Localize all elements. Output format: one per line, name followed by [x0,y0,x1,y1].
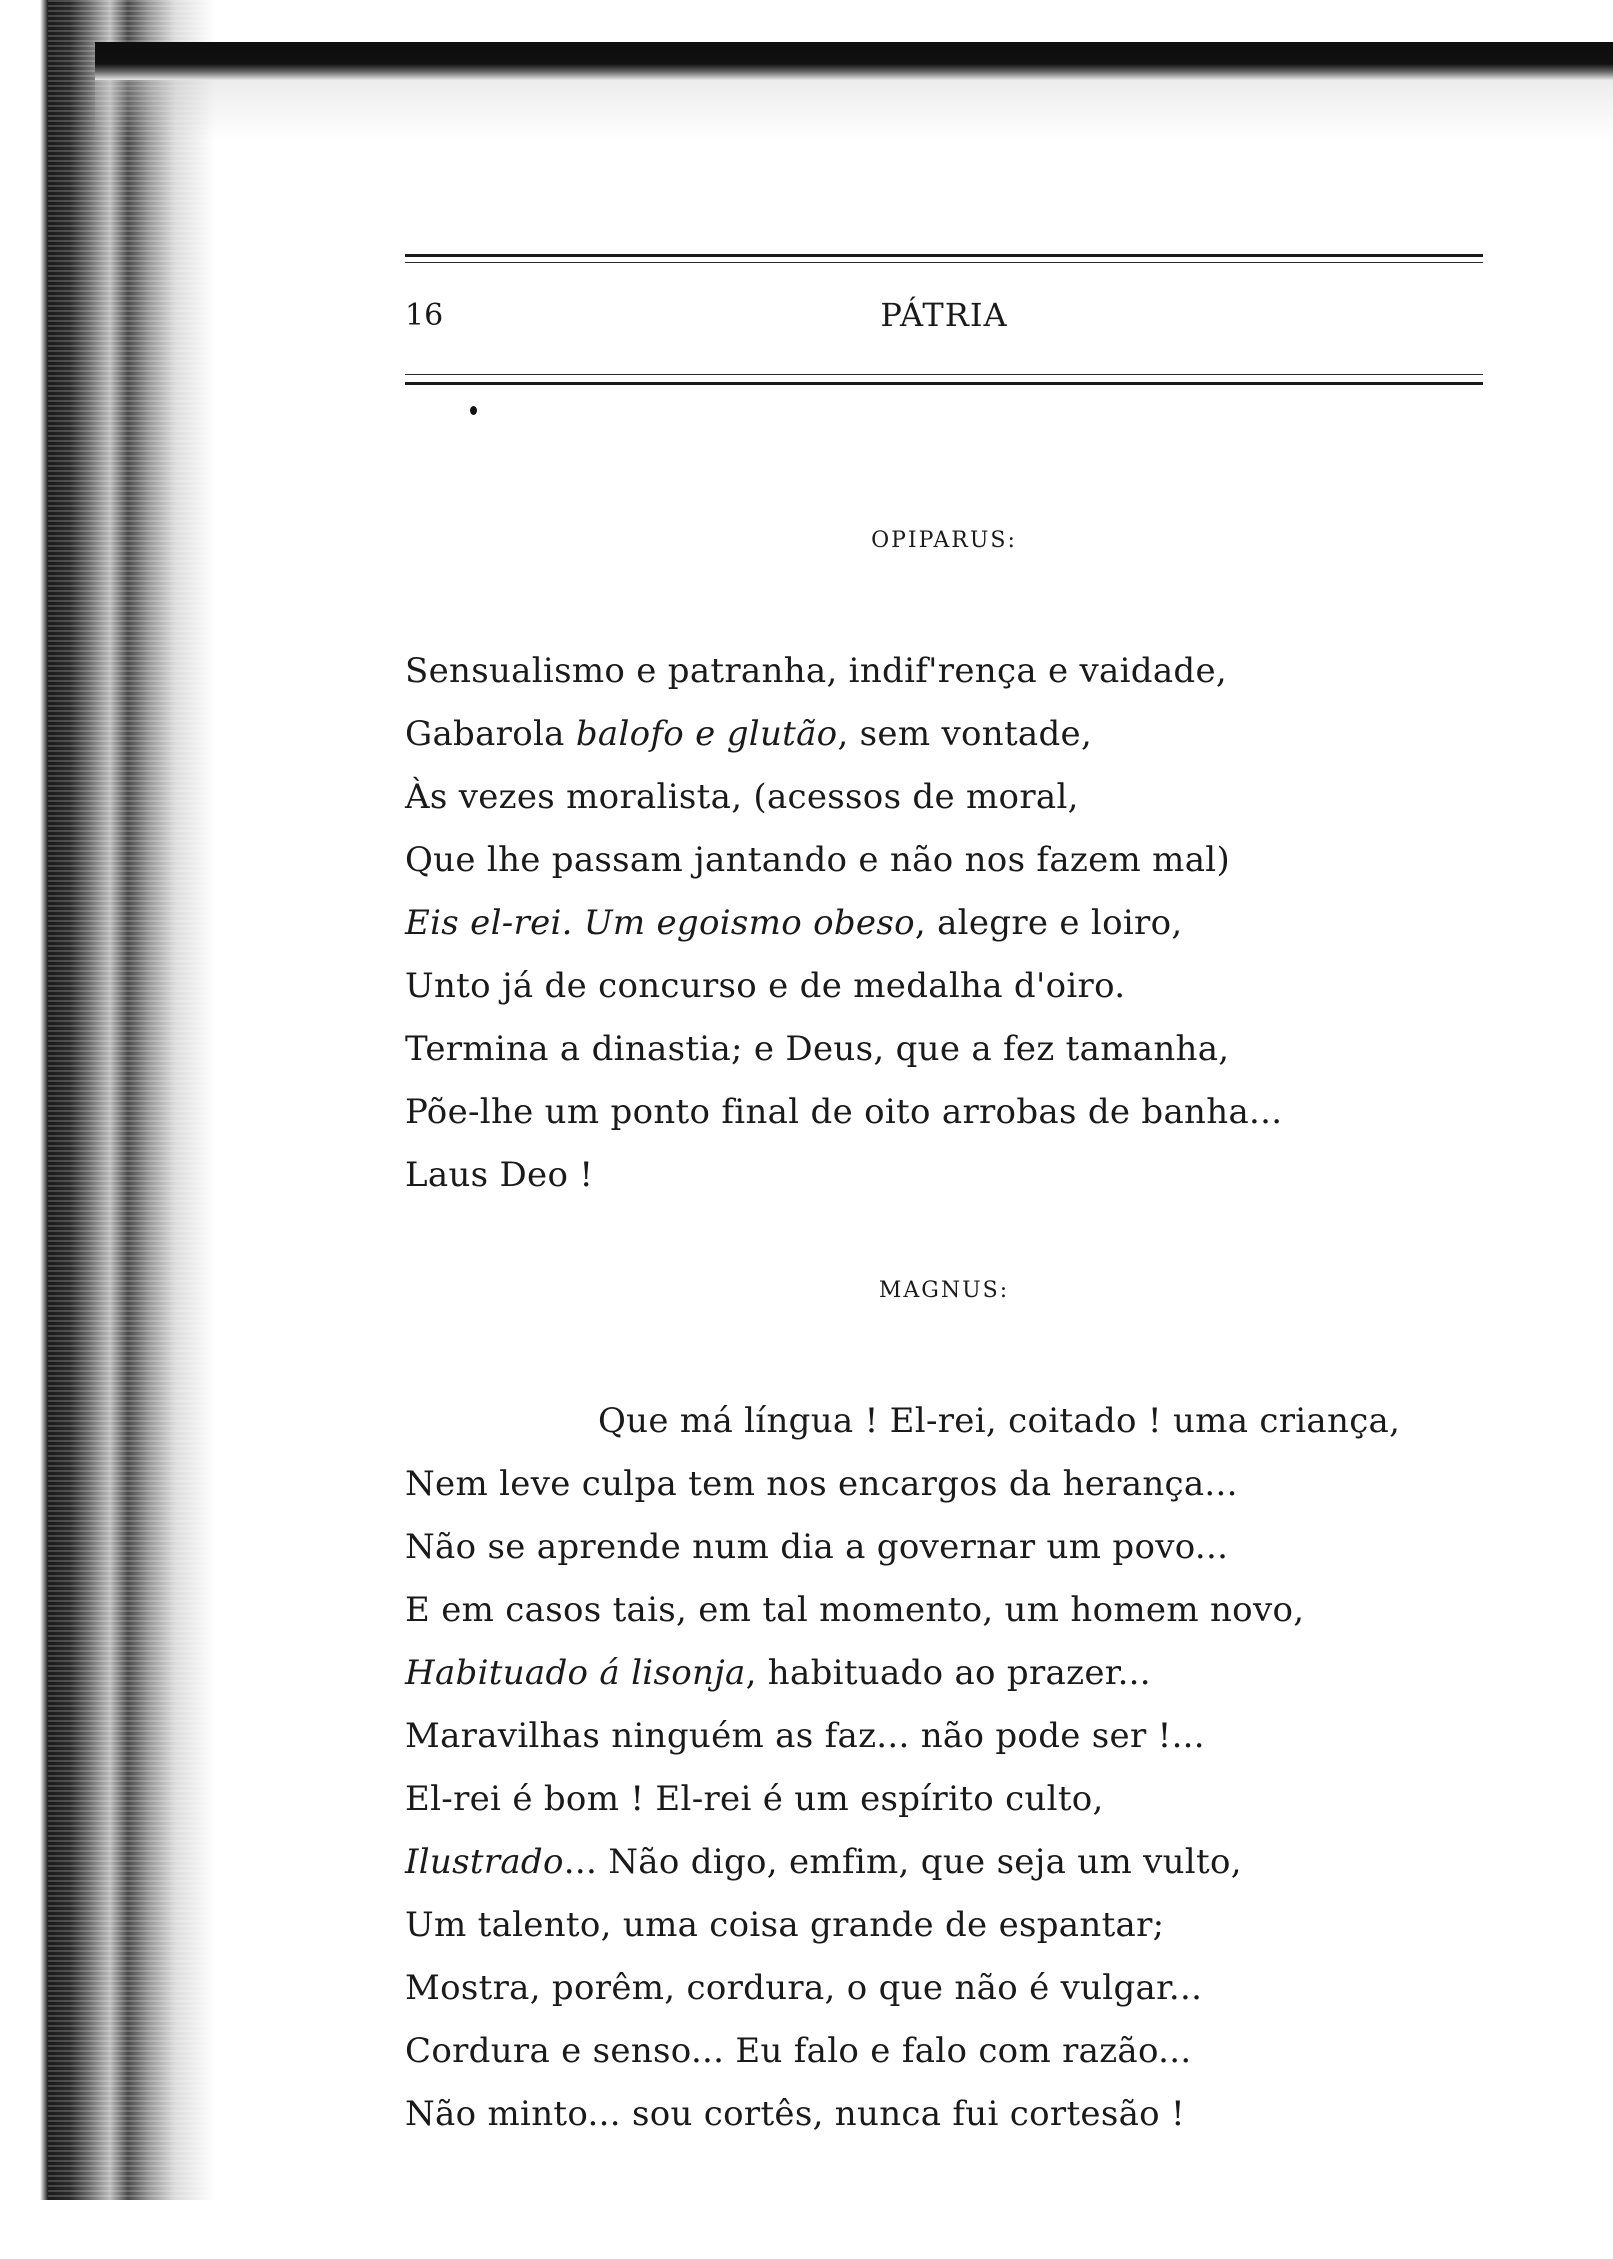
header-rule-bottom [405,382,1483,385]
verse-text: , sem vontade, [837,714,1093,754]
verse-line: Às vezes moralista, (acessos de moral, [405,777,1079,817]
verse-italic-text: Eis el-rei. Um egoismo obeso [405,903,915,943]
verse-line: Cordura e senso... Eu falo e falo com razão... [405,2031,1192,2071]
scan-top-edge [95,42,1613,80]
verse-line: Nem leve culpa tem nos encargos da herança... [405,1464,1238,1504]
verse-text: Gabarola [405,714,576,754]
verse-italic-text: balofo e glutão [575,714,838,754]
verse-line: Maravilhas ninguém as faz... não pode ser !... [405,1716,1205,1756]
verse-line: Põe-lhe um ponto final de oito arrobas de banha... [405,1092,1283,1132]
verse-line: Não minto... sou cortês, nunca fui cortesão ! [405,2094,1185,2134]
speaker-name: OPIPARUS: [871,528,1017,553]
verse-stanza-opiparus [405,640,1282,1207]
verse-italic-text: Habituado á lisonja [405,1653,746,1693]
verse-italic-text: Ilustrado [405,1842,564,1882]
verse-line [405,892,1282,955]
verse-stanza-magnus [405,1390,1400,2146]
header-rule-bottom-thin [405,374,1483,375]
verse-line: Que lhe passam jantando e não nos fazem mal) [405,840,1231,880]
verse-text: , alegre e loiro, [914,903,1183,943]
verse-line: El-rei é bom ! El-rei é um espírito culto, [405,1779,1104,1819]
header-rule-top [405,254,1483,257]
verse-line: Unto já de concurso e de medalha d'oiro. [405,966,1126,1006]
verse-text: , habituado ao prazer... [745,1653,1151,1693]
running-title: PÁTRIA [880,296,1008,334]
speaker-name: MAGNUS: [878,1278,1010,1303]
verse-line: Que má língua ! El-rei, coitado ! uma criança, [598,1401,1401,1441]
verse-line [405,1642,1400,1705]
verse-line: Laus Deo ! [405,1155,594,1195]
verse-line [405,703,1282,766]
verse-line: E em casos tais, em tal momento, um homem novo, [405,1590,1305,1630]
verse-line: Um talento, uma coisa grande de espantar; [405,1905,1165,1945]
verse-line: Não se aprende num dia a governar um povo... [405,1527,1229,1567]
verse-text: ... Não digo, emfim, que seja um vulto, [563,1842,1242,1882]
verse-line: Sensualismo e patranha, indif'rença e vaidade, [405,651,1228,691]
verse-line: Termina a dinastia; e Deus, que a fez tamanha, [405,1029,1230,1069]
verse-line: Mostra, porêm, cordura, o que não é vulgar... [405,1968,1203,2008]
ink-speck [470,406,477,415]
verse-line [405,1831,1400,1894]
page-number: 16 [405,298,444,333]
header-rule-top-thin [405,262,1483,263]
